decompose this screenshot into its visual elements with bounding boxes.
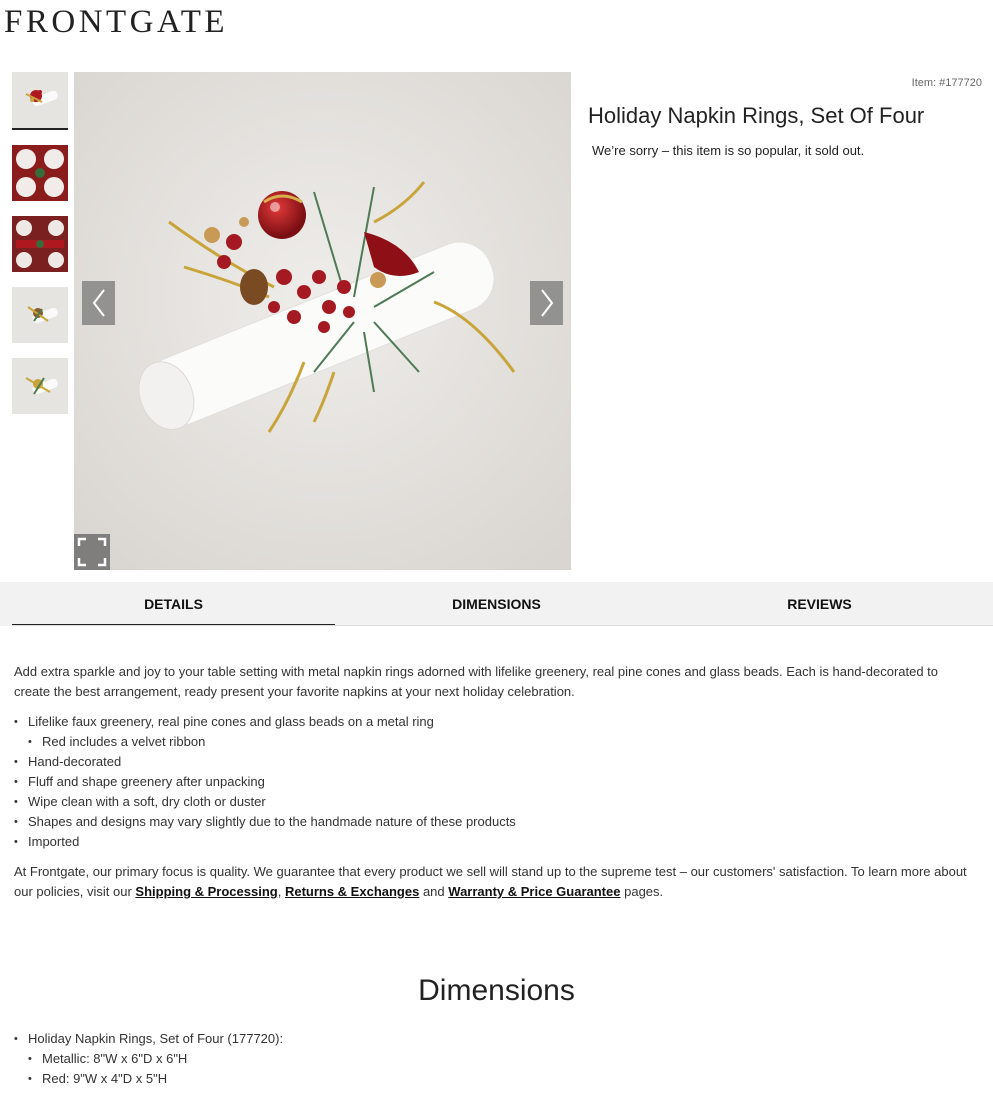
shipping-link[interactable]: Shipping & Processing xyxy=(135,884,278,899)
policy-intro: At Frontgate, our primary focus is quality. We guarantee that every product we sell will stand up to the supreme test – our customers' satisfaction. To learn more about our policies, visit our xyxy=(14,864,967,899)
brand-logo[interactable]: FRONTGATE xyxy=(4,4,229,40)
thumbnail-list xyxy=(12,72,68,429)
product-photo xyxy=(74,72,571,570)
chevron-left-icon xyxy=(92,288,106,318)
list-item: • Fluff and shape greenery after unpacking xyxy=(14,772,976,792)
list-item: • Red: 9"W x 4"D x 5"H xyxy=(14,1069,283,1089)
list-item: • Hand-decorated xyxy=(14,752,976,772)
separator-and: and xyxy=(422,884,445,899)
separator-comma: , xyxy=(277,884,282,899)
list-item: • Lifelike faux greenery, real pine cones and glass beads on a metal ring xyxy=(14,712,976,732)
tabs-divider xyxy=(12,625,993,626)
prev-image-button[interactable] xyxy=(82,281,115,325)
dimensions-heading: Dimensions xyxy=(418,974,575,1007)
list-item: • Red includes a velvet ribbon xyxy=(14,732,976,752)
item-number: Item: #177720 xyxy=(911,77,982,89)
policy-end: pages. xyxy=(624,884,664,899)
details-bullets xyxy=(14,712,976,852)
list-item: • Holiday Napkin Rings, Set of Four (177720): xyxy=(14,1029,283,1049)
next-image-button[interactable] xyxy=(530,281,563,325)
thumbnail-4[interactable] xyxy=(12,287,68,343)
tab-dimensions[interactable]: DIMENSIONS xyxy=(452,596,541,612)
thumbnail-5[interactable] xyxy=(12,358,68,414)
fullscreen-button[interactable] xyxy=(74,534,110,570)
list-item: • Shapes and designs may vary slightly due to the handmade nature of these products xyxy=(14,812,976,832)
product-title: Holiday Napkin Rings, Set Of Four xyxy=(588,103,925,128)
thumbnail-3[interactable] xyxy=(12,216,68,272)
list-item: • Imported xyxy=(14,832,976,852)
expand-icon xyxy=(74,534,110,570)
returns-link[interactable]: Returns & Exchanges xyxy=(284,884,420,899)
product-main-image[interactable] xyxy=(74,72,571,570)
tab-details[interactable]: DETAILS xyxy=(12,582,335,626)
chevron-right-icon xyxy=(540,288,554,318)
policy-text xyxy=(14,862,976,902)
product-tabs xyxy=(0,582,993,626)
list-item: • Metallic: 8"W x 6"D x 6"H xyxy=(14,1049,283,1069)
sold-out-message: We’re sorry – this item is so popular, it sold out. xyxy=(592,143,865,158)
thumbnail-2[interactable] xyxy=(12,145,68,201)
dimensions-list xyxy=(14,1029,283,1089)
product-description: Add extra sparkle and joy to your table setting with metal napkin rings adorned with lifelike greenery, real pine cones and glass beads. Each is hand-decorated to create the best arrangement, ready present your favorite napkins at your next holiday celebration. xyxy=(14,664,939,699)
warranty-link[interactable]: Warranty & Price Guarantee xyxy=(448,884,621,899)
thumbnail-1[interactable] xyxy=(12,72,68,130)
details-panel xyxy=(14,662,976,902)
list-item: • Wipe clean with a soft, dry cloth or duster xyxy=(14,792,976,812)
tab-reviews[interactable]: REVIEWS xyxy=(787,596,852,612)
